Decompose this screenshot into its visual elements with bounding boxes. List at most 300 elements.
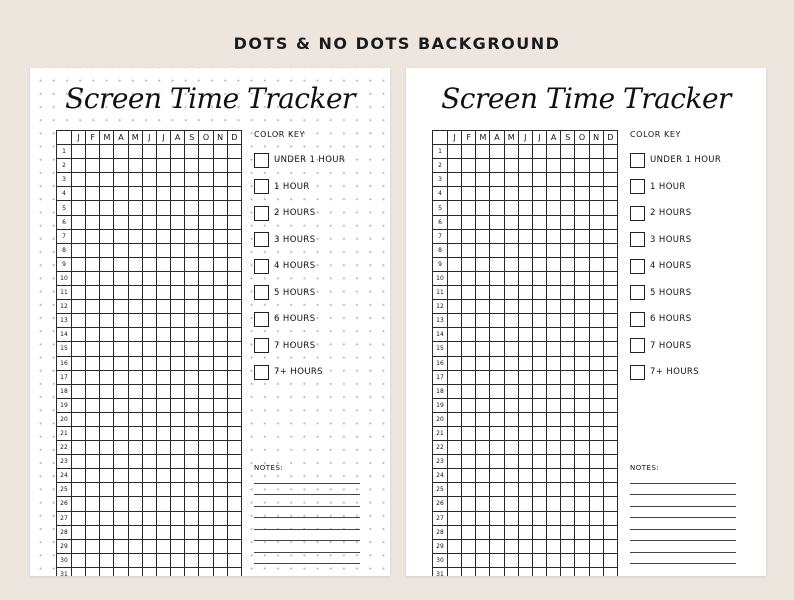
tracker-cell[interactable] — [518, 455, 532, 469]
tracker-cell[interactable] — [227, 412, 241, 426]
tracker-cell[interactable] — [589, 483, 603, 497]
tracker-cell[interactable] — [504, 257, 518, 271]
tracker-cell[interactable] — [476, 455, 490, 469]
tracker-cell[interactable] — [547, 370, 561, 384]
tracker-cell[interactable] — [547, 511, 561, 525]
tracker-cell[interactable] — [114, 187, 128, 201]
tracker-cell[interactable] — [114, 173, 128, 187]
tracker-cell[interactable] — [72, 370, 86, 384]
tracker-cell[interactable] — [518, 243, 532, 257]
tracker-cell[interactable] — [185, 173, 199, 187]
tracker-cell[interactable] — [72, 201, 86, 215]
tracker-cell[interactable] — [100, 426, 114, 440]
tracker-cell[interactable] — [547, 455, 561, 469]
tracker-cell[interactable] — [476, 342, 490, 356]
tracker-cell[interactable] — [518, 145, 532, 159]
tracker-cell[interactable] — [128, 497, 142, 511]
tracker-cell[interactable] — [72, 539, 86, 553]
color-swatch-box[interactable] — [630, 259, 645, 274]
tracker-cell[interactable] — [185, 145, 199, 159]
tracker-cell[interactable] — [518, 469, 532, 483]
tracker-cell[interactable] — [213, 328, 227, 342]
tracker-cell[interactable] — [603, 539, 617, 553]
tracker-cell[interactable] — [156, 567, 170, 576]
tracker-cell[interactable] — [462, 525, 476, 539]
tracker-cell[interactable] — [462, 286, 476, 300]
tracker-cell[interactable] — [128, 539, 142, 553]
tracker-cell[interactable] — [199, 286, 213, 300]
tracker-cell[interactable] — [128, 469, 142, 483]
tracker-cell[interactable] — [142, 525, 156, 539]
tracker-cell[interactable] — [603, 328, 617, 342]
tracker-cell[interactable] — [561, 187, 575, 201]
tracker-cell[interactable] — [603, 173, 617, 187]
tracker-cell[interactable] — [156, 215, 170, 229]
tracker-cell[interactable] — [589, 539, 603, 553]
tracker-cell[interactable] — [547, 398, 561, 412]
tracker-cell[interactable] — [547, 145, 561, 159]
tracker-cell[interactable] — [575, 567, 589, 576]
tracker-cell[interactable] — [171, 455, 185, 469]
tracker-cell[interactable] — [128, 398, 142, 412]
tracker-cell[interactable] — [603, 286, 617, 300]
tracker-cell[interactable] — [462, 328, 476, 342]
tracker-cell[interactable] — [532, 455, 546, 469]
tracker-cell[interactable] — [532, 215, 546, 229]
tracker-cell[interactable] — [213, 398, 227, 412]
tracker-cell[interactable] — [185, 483, 199, 497]
tracker-cell[interactable] — [100, 525, 114, 539]
tracker-cell[interactable] — [532, 173, 546, 187]
tracker-cell[interactable] — [504, 469, 518, 483]
tracker-cell[interactable] — [114, 314, 128, 328]
tracker-cell[interactable] — [561, 215, 575, 229]
tracker-cell[interactable] — [462, 441, 476, 455]
tracker-cell[interactable] — [213, 300, 227, 314]
tracker-cell[interactable] — [575, 384, 589, 398]
tracker-cell[interactable] — [86, 567, 100, 576]
tracker-cell[interactable] — [171, 398, 185, 412]
tracker-cell[interactable] — [199, 539, 213, 553]
tracker-cell[interactable] — [100, 229, 114, 243]
tracker-cell[interactable] — [575, 553, 589, 567]
color-swatch-box[interactable] — [630, 365, 645, 380]
tracker-cell[interactable] — [227, 398, 241, 412]
tracker-cell[interactable] — [490, 229, 504, 243]
tracker-cell[interactable] — [213, 525, 227, 539]
tracker-cell[interactable] — [171, 229, 185, 243]
tracker-cell[interactable] — [532, 412, 546, 426]
tracker-cell[interactable] — [213, 384, 227, 398]
tracker-cell[interactable] — [547, 187, 561, 201]
tracker-cell[interactable] — [142, 567, 156, 576]
tracker-cell[interactable] — [603, 483, 617, 497]
tracker-cell[interactable] — [227, 257, 241, 271]
tracker-cell[interactable] — [490, 483, 504, 497]
tracker-cell[interactable] — [227, 243, 241, 257]
tracker-cell[interactable] — [547, 412, 561, 426]
note-line[interactable] — [630, 507, 736, 519]
tracker-cell[interactable] — [213, 201, 227, 215]
tracker-cell[interactable] — [156, 370, 170, 384]
tracker-cell[interactable] — [114, 398, 128, 412]
tracker-cell[interactable] — [575, 215, 589, 229]
tracker-cell[interactable] — [490, 370, 504, 384]
tracker-cell[interactable] — [171, 159, 185, 173]
tracker-cell[interactable] — [603, 525, 617, 539]
tracker-cell[interactable] — [504, 328, 518, 342]
tracker-cell[interactable] — [213, 286, 227, 300]
note-line[interactable] — [254, 495, 360, 507]
tracker-cell[interactable] — [547, 271, 561, 285]
tracker-cell[interactable] — [128, 201, 142, 215]
tracker-cell[interactable] — [518, 257, 532, 271]
tracker-cell[interactable] — [462, 567, 476, 576]
color-swatch-box[interactable] — [254, 365, 269, 380]
tracker-cell[interactable] — [86, 229, 100, 243]
tracker-cell[interactable] — [142, 356, 156, 370]
tracker-cell[interactable] — [114, 483, 128, 497]
tracker-cell[interactable] — [547, 356, 561, 370]
tracker-cell[interactable] — [72, 525, 86, 539]
tracker-cell[interactable] — [532, 497, 546, 511]
tracker-cell[interactable] — [100, 412, 114, 426]
color-swatch-box[interactable] — [630, 285, 645, 300]
tracker-cell[interactable] — [128, 567, 142, 576]
note-line[interactable] — [254, 530, 360, 542]
tracker-cell[interactable] — [100, 300, 114, 314]
tracker-cell[interactable] — [518, 356, 532, 370]
tracker-cell[interactable] — [100, 567, 114, 576]
tracker-cell[interactable] — [462, 173, 476, 187]
tracker-cell[interactable] — [86, 286, 100, 300]
tracker-cell[interactable] — [575, 370, 589, 384]
tracker-cell[interactable] — [532, 567, 546, 576]
tracker-cell[interactable] — [561, 567, 575, 576]
tracker-cell[interactable] — [575, 398, 589, 412]
tracker-cell[interactable] — [504, 271, 518, 285]
tracker-cell[interactable] — [171, 215, 185, 229]
tracker-cell[interactable] — [185, 441, 199, 455]
tracker-cell[interactable] — [476, 243, 490, 257]
tracker-cell[interactable] — [518, 314, 532, 328]
tracker-cell[interactable] — [490, 567, 504, 576]
tracker-cell[interactable] — [547, 159, 561, 173]
tracker-cell[interactable] — [547, 539, 561, 553]
tracker-cell[interactable] — [156, 455, 170, 469]
tracker-cell[interactable] — [575, 483, 589, 497]
tracker-cell[interactable] — [589, 187, 603, 201]
tracker-cell[interactable] — [142, 497, 156, 511]
tracker-cell[interactable] — [603, 187, 617, 201]
tracker-cell[interactable] — [114, 426, 128, 440]
tracker-cell[interactable] — [462, 426, 476, 440]
tracker-cell[interactable] — [603, 567, 617, 576]
tracker-cell[interactable] — [518, 525, 532, 539]
tracker-cell[interactable] — [504, 243, 518, 257]
tracker-cell[interactable] — [86, 356, 100, 370]
tracker-cell[interactable] — [575, 271, 589, 285]
tracker-cell[interactable] — [575, 412, 589, 426]
tracker-cell[interactable] — [86, 539, 100, 553]
tracker-cell[interactable] — [72, 441, 86, 455]
tracker-cell[interactable] — [171, 356, 185, 370]
tracker-cell[interactable] — [448, 243, 462, 257]
tracker-cell[interactable] — [448, 511, 462, 525]
tracker-cell[interactable] — [100, 469, 114, 483]
tracker-cell[interactable] — [476, 229, 490, 243]
tracker-cell[interactable] — [156, 342, 170, 356]
tracker-cell[interactable] — [72, 173, 86, 187]
tracker-cell[interactable] — [490, 497, 504, 511]
tracker-cell[interactable] — [603, 412, 617, 426]
tracker-cell[interactable] — [490, 511, 504, 525]
tracker-cell[interactable] — [156, 271, 170, 285]
tracker-cell[interactable] — [227, 539, 241, 553]
tracker-cell[interactable] — [213, 314, 227, 328]
tracker-cell[interactable] — [114, 342, 128, 356]
tracker-cell[interactable] — [171, 243, 185, 257]
tracker-cell[interactable] — [504, 300, 518, 314]
tracker-cell[interactable] — [114, 328, 128, 342]
tracker-cell[interactable] — [114, 511, 128, 525]
tracker-cell[interactable] — [462, 370, 476, 384]
tracker-cell[interactable] — [100, 539, 114, 553]
tracker-cell[interactable] — [142, 384, 156, 398]
tracker-cell[interactable] — [72, 483, 86, 497]
tracker-cell[interactable] — [100, 271, 114, 285]
tracker-cell[interactable] — [518, 426, 532, 440]
note-line[interactable] — [254, 484, 360, 496]
tracker-cell[interactable] — [448, 314, 462, 328]
tracker-cell[interactable] — [199, 187, 213, 201]
tracker-cell[interactable] — [448, 525, 462, 539]
tracker-cell[interactable] — [561, 159, 575, 173]
tracker-cell[interactable] — [448, 173, 462, 187]
tracker-cell[interactable] — [476, 398, 490, 412]
tracker-cell[interactable] — [128, 511, 142, 525]
color-swatch-box[interactable] — [254, 179, 269, 194]
tracker-cell[interactable] — [603, 314, 617, 328]
tracker-cell[interactable] — [532, 229, 546, 243]
tracker-cell[interactable] — [227, 145, 241, 159]
tracker-cell[interactable] — [171, 497, 185, 511]
tracker-cell[interactable] — [86, 441, 100, 455]
tracker-cell[interactable] — [476, 483, 490, 497]
tracker-cell[interactable] — [448, 229, 462, 243]
tracker-cell[interactable] — [589, 271, 603, 285]
tracker-cell[interactable] — [462, 300, 476, 314]
tracker-cell[interactable] — [100, 455, 114, 469]
tracker-cell[interactable] — [476, 567, 490, 576]
tracker-cell[interactable] — [518, 370, 532, 384]
color-swatch-box[interactable] — [630, 179, 645, 194]
tracker-cell[interactable] — [114, 553, 128, 567]
tracker-cell[interactable] — [72, 455, 86, 469]
color-swatch-box[interactable] — [254, 206, 269, 221]
tracker-cell[interactable] — [199, 469, 213, 483]
tracker-cell[interactable] — [476, 145, 490, 159]
tracker-cell[interactable] — [128, 455, 142, 469]
tracker-cell[interactable] — [561, 441, 575, 455]
tracker-cell[interactable] — [547, 525, 561, 539]
tracker-cell[interactable] — [518, 398, 532, 412]
tracker-cell[interactable] — [171, 187, 185, 201]
color-swatch-box[interactable] — [254, 259, 269, 274]
tracker-cell[interactable] — [589, 328, 603, 342]
tracker-cell[interactable] — [448, 553, 462, 567]
tracker-cell[interactable] — [504, 553, 518, 567]
tracker-cell[interactable] — [100, 398, 114, 412]
tracker-cell[interactable] — [100, 483, 114, 497]
tracker-cell[interactable] — [72, 398, 86, 412]
tracker-cell[interactable] — [561, 398, 575, 412]
tracker-cell[interactable] — [213, 173, 227, 187]
tracker-cell[interactable] — [462, 271, 476, 285]
tracker-cell[interactable] — [589, 469, 603, 483]
tracker-cell[interactable] — [114, 497, 128, 511]
tracker-cell[interactable] — [504, 229, 518, 243]
tracker-cell[interactable] — [518, 497, 532, 511]
tracker-cell[interactable] — [490, 286, 504, 300]
tracker-cell[interactable] — [72, 257, 86, 271]
tracker-cell[interactable] — [171, 271, 185, 285]
note-line[interactable] — [630, 495, 736, 507]
tracker-cell[interactable] — [575, 455, 589, 469]
tracker-cell[interactable] — [490, 187, 504, 201]
tracker-cell[interactable] — [114, 469, 128, 483]
tracker-cell[interactable] — [547, 215, 561, 229]
tracker-cell[interactable] — [589, 398, 603, 412]
tracker-cell[interactable] — [128, 257, 142, 271]
tracker-cell[interactable] — [603, 384, 617, 398]
tracker-cell[interactable] — [171, 370, 185, 384]
tracker-cell[interactable] — [603, 229, 617, 243]
tracker-cell[interactable] — [227, 286, 241, 300]
tracker-cell[interactable] — [171, 525, 185, 539]
tracker-cell[interactable] — [213, 455, 227, 469]
tracker-cell[interactable] — [227, 455, 241, 469]
tracker-cell[interactable] — [476, 257, 490, 271]
tracker-cell[interactable] — [142, 553, 156, 567]
tracker-cell[interactable] — [72, 342, 86, 356]
color-swatch-box[interactable] — [254, 232, 269, 247]
tracker-cell[interactable] — [114, 201, 128, 215]
tracker-cell[interactable] — [114, 441, 128, 455]
tracker-cell[interactable] — [490, 441, 504, 455]
tracker-cell[interactable] — [532, 243, 546, 257]
tracker-cell[interactable] — [603, 455, 617, 469]
tracker-cell[interactable] — [128, 356, 142, 370]
tracker-cell[interactable] — [561, 511, 575, 525]
tracker-cell[interactable] — [114, 229, 128, 243]
tracker-cell[interactable] — [156, 553, 170, 567]
tracker-cell[interactable] — [575, 159, 589, 173]
tracker-cell[interactable] — [86, 455, 100, 469]
note-line[interactable] — [630, 472, 736, 484]
tracker-cell[interactable] — [156, 286, 170, 300]
tracker-cell[interactable] — [476, 173, 490, 187]
tracker-cell[interactable] — [114, 567, 128, 576]
tracker-cell[interactable] — [462, 145, 476, 159]
tracker-cell[interactable] — [448, 370, 462, 384]
tracker-cell[interactable] — [518, 286, 532, 300]
tracker-cell[interactable] — [185, 497, 199, 511]
tracker-cell[interactable] — [448, 145, 462, 159]
tracker-cell[interactable] — [490, 271, 504, 285]
tracker-cell[interactable] — [171, 511, 185, 525]
tracker-cell[interactable] — [156, 356, 170, 370]
tracker-cell[interactable] — [227, 356, 241, 370]
tracker-cell[interactable] — [532, 286, 546, 300]
tracker-cell[interactable] — [561, 483, 575, 497]
tracker-cell[interactable] — [142, 328, 156, 342]
tracker-cell[interactable] — [476, 553, 490, 567]
tracker-cell[interactable] — [532, 187, 546, 201]
tracker-cell[interactable] — [504, 286, 518, 300]
tracker-cell[interactable] — [589, 511, 603, 525]
tracker-cell[interactable] — [490, 426, 504, 440]
tracker-cell[interactable] — [462, 342, 476, 356]
tracker-cell[interactable] — [185, 525, 199, 539]
tracker-cell[interactable] — [476, 271, 490, 285]
tracker-cell[interactable] — [213, 483, 227, 497]
tracker-cell[interactable] — [518, 441, 532, 455]
tracker-cell[interactable] — [114, 356, 128, 370]
tracker-cell[interactable] — [603, 257, 617, 271]
tracker-cell[interactable] — [100, 187, 114, 201]
tracker-cell[interactable] — [547, 441, 561, 455]
tracker-cell[interactable] — [476, 356, 490, 370]
tracker-cell[interactable] — [575, 201, 589, 215]
tracker-cell[interactable] — [171, 201, 185, 215]
tracker-cell[interactable] — [100, 201, 114, 215]
tracker-cell[interactable] — [490, 314, 504, 328]
tracker-cell[interactable] — [156, 187, 170, 201]
tracker-cell[interactable] — [213, 412, 227, 426]
tracker-cell[interactable] — [142, 243, 156, 257]
tracker-cell[interactable] — [561, 539, 575, 553]
tracker-cell[interactable] — [86, 257, 100, 271]
tracker-cell[interactable] — [128, 300, 142, 314]
tracker-cell[interactable] — [227, 525, 241, 539]
tracker-cell[interactable] — [490, 145, 504, 159]
tracker-cell[interactable] — [462, 229, 476, 243]
tracker-cell[interactable] — [100, 370, 114, 384]
tracker-cell[interactable] — [142, 539, 156, 553]
tracker-cell[interactable] — [589, 412, 603, 426]
tracker-cell[interactable] — [156, 497, 170, 511]
tracker-cell[interactable] — [532, 159, 546, 173]
tracker-cell[interactable] — [561, 412, 575, 426]
tracker-cell[interactable] — [86, 553, 100, 567]
tracker-cell[interactable] — [589, 426, 603, 440]
tracker-cell[interactable] — [156, 469, 170, 483]
tracker-cell[interactable] — [142, 286, 156, 300]
tracker-cell[interactable] — [114, 257, 128, 271]
tracker-cell[interactable] — [448, 469, 462, 483]
tracker-cell[interactable] — [156, 441, 170, 455]
color-swatch-box[interactable] — [254, 338, 269, 353]
tracker-cell[interactable] — [114, 243, 128, 257]
tracker-cell[interactable] — [490, 328, 504, 342]
tracker-cell[interactable] — [213, 567, 227, 576]
tracker-cell[interactable] — [185, 201, 199, 215]
tracker-cell[interactable] — [171, 553, 185, 567]
tracker-cell[interactable] — [603, 511, 617, 525]
tracker-cell[interactable] — [603, 300, 617, 314]
tracker-cell[interactable] — [142, 398, 156, 412]
